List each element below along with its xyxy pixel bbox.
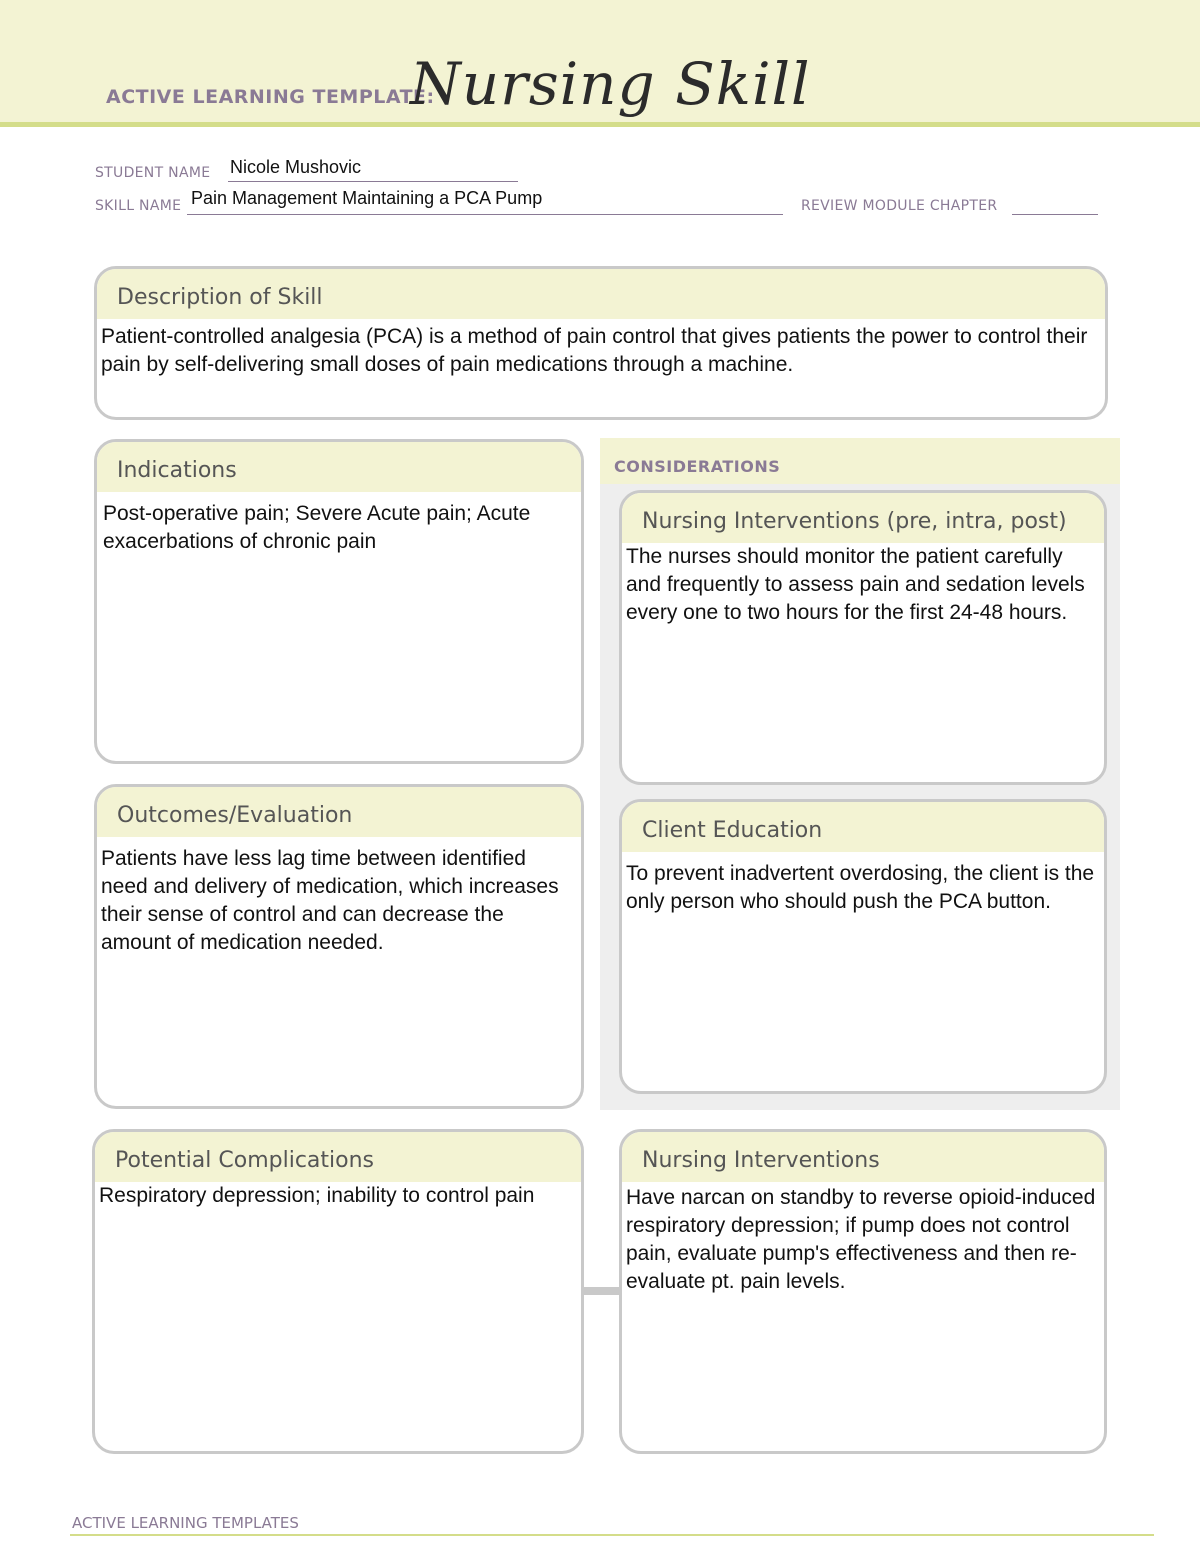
- skill-name-label: SKILL NAME: [95, 198, 182, 214]
- template-label: ACTIVE LEARNING TEMPLATE:: [106, 86, 435, 108]
- indications-box: [94, 439, 584, 764]
- complications-box: [92, 1129, 584, 1454]
- footer-label: ACTIVE LEARNING TEMPLATES: [72, 1514, 299, 1532]
- complications-connector: [583, 1287, 621, 1295]
- complications-body[interactable]: Respiratory depression; inability to control pain: [99, 1184, 535, 1207]
- nursing-interventions-pip-box: [619, 490, 1107, 785]
- outcomes-body[interactable]: Patients have less lag time between identified need and delivery of medication, which increases their sense of control and can decrease the amount of medication needed.: [101, 847, 559, 954]
- student-name-label: STUDENT NAME: [95, 165, 211, 181]
- complications-title: Potential Complications: [95, 1132, 581, 1182]
- description-title: Description of Skill: [97, 269, 1105, 319]
- indications-body[interactable]: Post-operative pain; Severe Acute pain; Acute exacerbations of chronic pain: [103, 502, 531, 553]
- template-title: Nursing Skill: [410, 50, 811, 118]
- nursing-interventions-pip-body[interactable]: The nurses should monitor the patient carefully and frequently to assess pain and sedation levels every one to two hours for the first 24-48 hours.: [626, 545, 1085, 624]
- student-name-field[interactable]: Nicole Mushovic: [230, 157, 362, 177]
- student-name-line: [228, 181, 518, 182]
- client-education-box: [619, 799, 1107, 1094]
- outcomes-box: [94, 784, 584, 1109]
- description-box: [94, 266, 1108, 420]
- indications-title: Indications: [97, 442, 581, 492]
- skill-name-field[interactable]: Pain Management Maintaining a PCA Pump: [191, 188, 543, 208]
- description-body[interactable]: Patient-controlled analgesia (PCA) is a method of pain control that gives patients the power to control their pain by self-delivering small doses of pain medications through a machine.: [101, 325, 1088, 376]
- skill-name-line: [187, 214, 783, 215]
- nursing-interventions-pip-title: Nursing Interventions (pre, intra, post): [622, 493, 1104, 543]
- nursing-interventions-box: [619, 1129, 1107, 1454]
- nursing-interventions-title: Nursing Interventions: [622, 1132, 1104, 1182]
- review-module-label: REVIEW MODULE CHAPTER: [801, 198, 998, 214]
- client-education-title: Client Education: [622, 802, 1104, 852]
- outcomes-title: Outcomes/Evaluation: [97, 787, 581, 837]
- considerations-label: CONSIDERATIONS: [614, 457, 781, 476]
- nursing-interventions-body[interactable]: Have narcan on standby to reverse opioid-induced respiratory depression; if pump does not control pain, evaluate pump's effectiveness and then re-evaluate pt. pain levels.: [626, 1186, 1096, 1293]
- client-education-body[interactable]: To prevent inadvertent overdosing, the client is the only person who should push the PCA button.: [626, 862, 1095, 913]
- header-divider: [0, 122, 1200, 127]
- review-module-field[interactable]: [1012, 214, 1098, 215]
- footer-divider: [70, 1534, 1154, 1536]
